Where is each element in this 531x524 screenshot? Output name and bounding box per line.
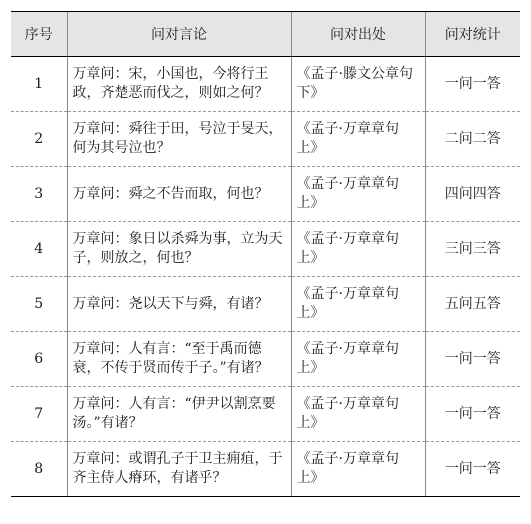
table-row bbox=[11, 222, 520, 277]
table-row bbox=[11, 167, 520, 222]
header-speech: 问对言论 bbox=[67, 12, 291, 57]
cell-speech: 万章问：或谓孔子于卫主痈疽，于齐主侍人瘠环，有诸乎？ bbox=[67, 442, 291, 497]
header-count: 问对统计 bbox=[425, 12, 520, 57]
table-row bbox=[11, 57, 520, 112]
cell-source: 《孟子·万章章句上》 bbox=[291, 167, 425, 222]
cell-index: 3 bbox=[11, 167, 67, 222]
cell-source: 《孟子·万章章句上》 bbox=[291, 387, 425, 442]
cell-index: 2 bbox=[11, 112, 67, 167]
cell-source: 《孟子·万章章句上》 bbox=[291, 112, 425, 167]
cell-index: 4 bbox=[11, 222, 67, 277]
cell-speech: 万章问：人有言：“伊尹以割烹要汤。”有诸？ bbox=[67, 387, 291, 442]
cell-speech: 万章问：舜之不告而取，何也？ bbox=[67, 167, 291, 222]
dialogue-table bbox=[11, 11, 520, 497]
cell-count: 三问三答 bbox=[425, 222, 520, 277]
cell-count: 一问一答 bbox=[425, 442, 520, 497]
cell-source: 《孟子·万章章句上》 bbox=[291, 332, 425, 387]
table-row bbox=[11, 387, 520, 442]
cell-count: 一问一答 bbox=[425, 387, 520, 442]
header-index: 序号 bbox=[11, 12, 67, 57]
cell-speech: 万章问：宋，小国也，今将行王政，齐楚恶而伐之，则如之何？ bbox=[67, 57, 291, 112]
table-row bbox=[11, 442, 520, 497]
cell-index: 5 bbox=[11, 277, 67, 332]
header-row bbox=[11, 12, 520, 57]
cell-count: 一问一答 bbox=[425, 332, 520, 387]
cell-source: 《孟子·滕文公章句下》 bbox=[291, 57, 425, 112]
cell-source: 《孟子·万章章句上》 bbox=[291, 222, 425, 277]
cell-index: 6 bbox=[11, 332, 67, 387]
cell-count: 五问五答 bbox=[425, 277, 520, 332]
header-source: 问对出处 bbox=[291, 12, 425, 57]
table-row bbox=[11, 112, 520, 167]
cell-count: 二问二答 bbox=[425, 112, 520, 167]
cell-speech: 万章问：人有言：“至于禹而德衰，不传于贤而传于子。”有诸？ bbox=[67, 332, 291, 387]
table-header bbox=[11, 12, 520, 57]
cell-speech: 万章问：象日以杀舜为事，立为天子，则放之，何也？ bbox=[67, 222, 291, 277]
table-row bbox=[11, 277, 520, 332]
table-body bbox=[11, 57, 520, 497]
cell-count: 四问四答 bbox=[425, 167, 520, 222]
cell-source: 《孟子·万章章句上》 bbox=[291, 442, 425, 497]
cell-speech: 万章问：尧以天下与舜，有诸？ bbox=[67, 277, 291, 332]
table-row bbox=[11, 332, 520, 387]
cell-index: 8 bbox=[11, 442, 67, 497]
cell-count: 一问一答 bbox=[425, 57, 520, 112]
cell-speech: 万章问：舜往于田，号泣于旻天，何为其号泣也？ bbox=[67, 112, 291, 167]
cell-source: 《孟子·万章章句上》 bbox=[291, 277, 425, 332]
cell-index: 1 bbox=[11, 57, 67, 112]
cell-index: 7 bbox=[11, 387, 67, 442]
